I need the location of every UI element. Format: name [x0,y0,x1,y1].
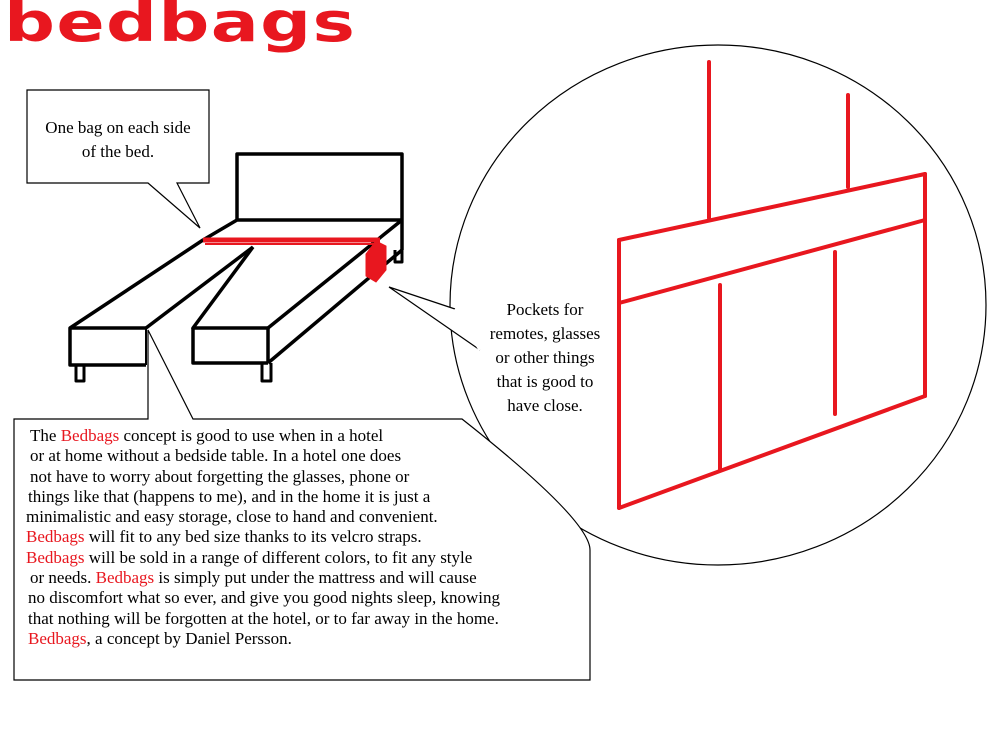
description-line: Bedbags, a concept by Daniel Persson. [28,628,292,648]
description-line: no discomfort what so ever, and give you good nights sleep, knowing [28,588,500,608]
callout-pockets-line: Pockets for [506,300,584,319]
description-line: things like that (happens to me), and in the home it is just a [28,486,431,506]
description-line: Bedbags will fit to any bed size thanks to its velcro straps. [26,527,422,547]
description-line: or needs. Bedbags is simply put under the mattress and will cause [30,568,477,588]
callout-pockets-text [470,298,620,418]
description-line: not have to worry about forgetting the glasses, phone or [30,466,410,486]
callout-bed-line-2: of the bed. [81,142,155,161]
description-line: or at home without a bedside table. In a hotel one does [30,446,402,466]
description-line: The Bedbags concept is good to use when in a hotel [30,426,384,445]
bed-illustration [70,154,402,381]
callout-pockets-line: or other things [495,348,595,367]
description-text [24,426,604,649]
callout-bed-text [27,116,209,164]
callout-pockets-line: that is good to [496,372,594,391]
callout-bed-line-1: One bag on each side [45,118,191,137]
callout-pockets-line: remotes, glasses [489,324,601,343]
description-line: minimalistic and easy storage, close to hand and convenient. [26,507,438,527]
bedbags-logo: bedbags [4,0,357,54]
description-line: Bedbags will be sold in a range of different colors, to fit any style [26,547,473,567]
callout-pockets-line: have close. [507,396,583,415]
description-line: that nothing will be forgotten at the hotel, or to far away in the home. [28,608,499,628]
